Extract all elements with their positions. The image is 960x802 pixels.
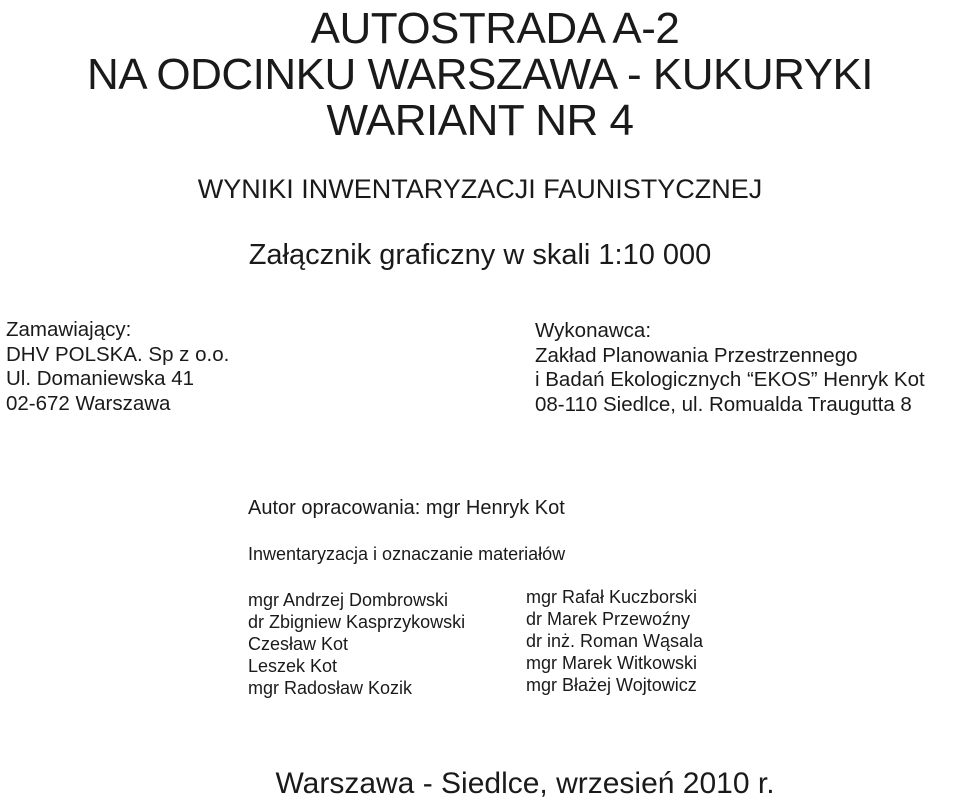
team-member: mgr Marek Witkowski — [526, 653, 698, 673]
contractor-block — [535, 319, 925, 417]
client-block — [6, 318, 229, 416]
team-column-1 — [248, 589, 465, 699]
document-subtitle: WYNIKI INWENTARYZACJI FAUNISTYCZNEJ — [197, 174, 763, 204]
contractor-name-line-1: Zakład Planowania Przestrzennego — [535, 343, 858, 367]
contractor-label: Wykonawca: — [535, 319, 652, 342]
team-member: Leszek Kot — [248, 656, 338, 676]
team-member: mgr Rafał Kuczborski — [526, 587, 698, 607]
title-line-2: NA ODCINKU WARSZAWA - KUKURYKI — [86, 50, 874, 99]
place-and-date: Warszawa - Siedlce, wrzesień 2010 r. — [275, 767, 775, 800]
title-line-1: AUTOSTRADA A-2 — [310, 4, 680, 53]
team-member: dr Marek Przewoźny — [526, 609, 691, 629]
team-member: dr inż. Roman Wąsala — [526, 631, 704, 651]
team-member: mgr Radosław Kozik — [248, 678, 413, 698]
title-line-3: WARIANT NR 4 — [326, 96, 634, 145]
team-member: mgr Błażej Wojtowicz — [526, 675, 697, 695]
client-name: DHV POLSKA. Sp z o.o. — [6, 342, 230, 366]
inventory-heading: Inwentaryzacja i oznaczanie materiałów — [248, 544, 566, 564]
team-member: Czesław Kot — [248, 634, 349, 654]
client-label: Zamawiający: — [6, 318, 132, 341]
document-title — [0, 6, 960, 144]
team-member: dr Zbigniew Kasprzykowski — [248, 612, 466, 632]
team-column-2 — [526, 586, 703, 696]
annex-scale-note: Załącznik graficzny w skali 1:10 000 — [248, 239, 712, 271]
contractor-name-line-2: i Badań Ekologicznych “EKOS” Henryk Kot — [535, 368, 925, 391]
author-line: Autor opracowania: mgr Henryk Kot — [248, 497, 565, 519]
contractor-address: 08-110 Siedlce, ul. Romualda Traugutta 8 — [535, 392, 912, 416]
client-street: Ul. Domaniewska 41 — [6, 367, 194, 390]
team-member: mgr Andrzej Dombrowski — [248, 590, 449, 610]
client-city: 02-672 Warszawa — [6, 391, 171, 415]
